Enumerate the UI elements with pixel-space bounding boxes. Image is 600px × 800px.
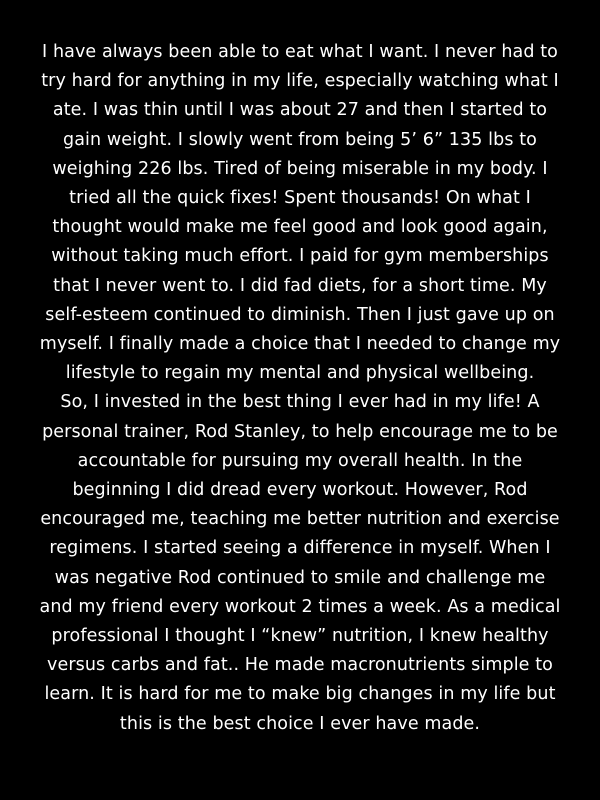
- testimonial-line: thought would make me feel good and look good again,: [52, 217, 548, 238]
- testimonial-line: this is the best choice I ever have made.: [119, 713, 481, 734]
- testimonial-text: [28, 38, 572, 739]
- testimonial-line: accountable for pursuing my overall health. In the: [77, 450, 523, 471]
- testimonial-line: personal trainer, Rod Stanley, to help encourage me to be: [42, 421, 558, 442]
- testimonial-line: So, I invested in the best thing I ever had in my life! A: [60, 392, 540, 413]
- testimonial-line: try hard for anything in my life, especially watching what I: [41, 71, 559, 92]
- testimonial-line: encouraged me, teaching me better nutrition and exercise: [40, 509, 560, 530]
- testimonial-line: professional I thought I “knew” nutrition, I knew healthy: [51, 626, 549, 647]
- testimonial-line: learn. It is hard for me to make big changes in my life but: [44, 684, 556, 705]
- testimonial-line: lifestyle to regain my mental and physical wellbeing.: [65, 363, 535, 384]
- testimonial-line: I have always been able to eat what I want. I never had to: [42, 42, 558, 62]
- testimonial-line: without taking much effort. I paid for gym memberships: [51, 246, 549, 267]
- testimonial-line: regimens. I started seeing a difference in myself. When I: [49, 538, 551, 559]
- testimonial-line: and my friend every workout 2 times a week. As a medical: [39, 596, 561, 617]
- testimonial-line: myself. I finally made a choice that I needed to change my: [39, 334, 561, 355]
- testimonial-line: that I never went to. I did fad diets, for a short time. My: [53, 275, 547, 296]
- testimonial-line: self-esteem continued to diminish. Then I just gave up on: [45, 304, 555, 325]
- testimonial-line: gain weight. I slowly went from being 5’ 6” 135 lbs to: [63, 129, 537, 150]
- testimonial-line: beginning I did dread every workout. However, Rod: [72, 480, 528, 501]
- testimonial-line: tried all the quick fixes! Spent thousands! On what I: [69, 188, 531, 209]
- testimonial-line: versus carbs and fat.. He made macronutrients simple to: [47, 655, 553, 676]
- testimonial-line: ate. I was thin until I was about 27 and then I started to: [52, 100, 548, 121]
- testimonial-line: was negative Rod continued to smile and challenge me: [54, 567, 546, 588]
- testimonial-line: weighing 226 lbs. Tired of being miserable in my body. I: [52, 158, 548, 179]
